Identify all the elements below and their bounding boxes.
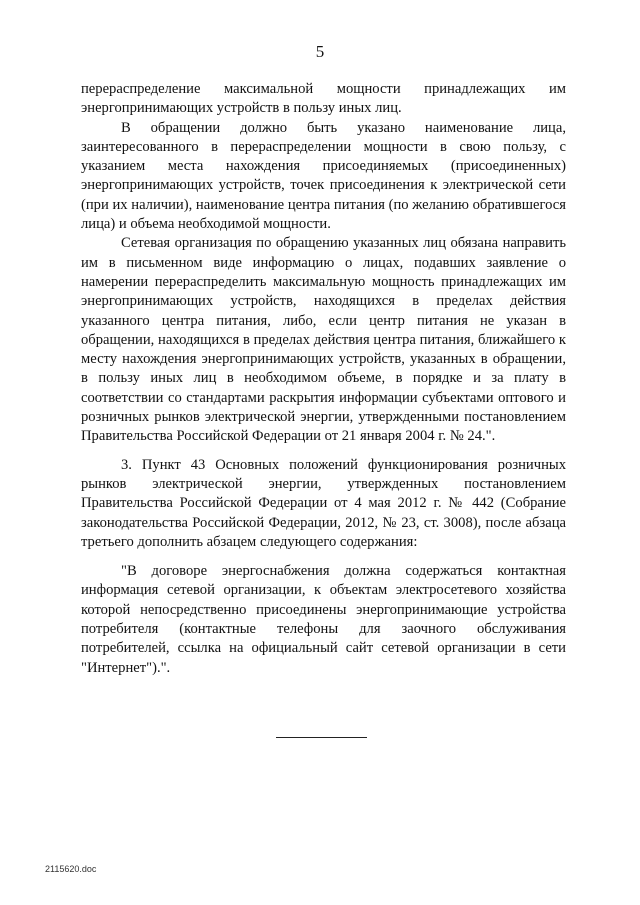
footer-filename: 2115620.doc (45, 864, 97, 874)
paragraph-grid-organization-duty: Сетевая организация по обращению указанных лиц обязана направить им в письменном виде информацию о лицах, подавших заявление о намерении перераспределить максимальную мощность принадлежащих им энергопринимающих устройств, находящихся в пределах действия указанного центра питания, либо, если центр питания не указан в обращении, находящихся в пределах действия центра питания, ближайшего к месту нахождения энергопринимающих устройств, указанных в обращении, в пользу иных лиц в необходимом объеме, в порядке и за плату в соответствии со стандартами раскрытия информации субъектами оптового и розничных рынков электрической энергии, утвержденными постановлением Правительства Российской Федерации от 21 января 2004 г. № 24.". (81, 235, 566, 445)
paragraph-continuation: перераспределение максимальной мощности принадлежащих им энергопринимающих устройств в пользу иных лиц. (81, 81, 566, 117)
paragraph-item-3: 3. Пункт 43 Основных положений функционирования розничных рынков электрической энергии, утвержденных постановлением Правительства Российской Федерации от 4 мая 2012 г. № 442 (Собрание законодательства Российской Федерации, 2012, № 23, ст. 3008), после абзаца третьего дополнить абзацем следующего содержания: (81, 456, 566, 550)
paragraph-contract-quote: "В договоре энергоснабжения должна содержаться контактная информация сетевой организации, к объектам электросетевого хозяйства которой непосредственно присоединены энергопринимающие устройства потребителя (контактные телефоны для заочного обслуживания потребителей, ссылка на официальный сайт сетевой организации в сети "Интернет").". (81, 563, 566, 676)
page-number: 5 (315, 42, 325, 61)
end-divider (276, 737, 367, 738)
paragraph-request-content: В обращении должно быть указано наименование лица, заинтересованного в перераспределении мощности в свою пользу, с указанием места нахождения присоединяемых (присоединенных) энергопринимающих устройств, точек присоединения к электрической сети (при их наличии), наименование центра питания (по желанию обратившегося лица) и объема необходимой мощности. (81, 119, 566, 233)
document-body (81, 80, 566, 678)
